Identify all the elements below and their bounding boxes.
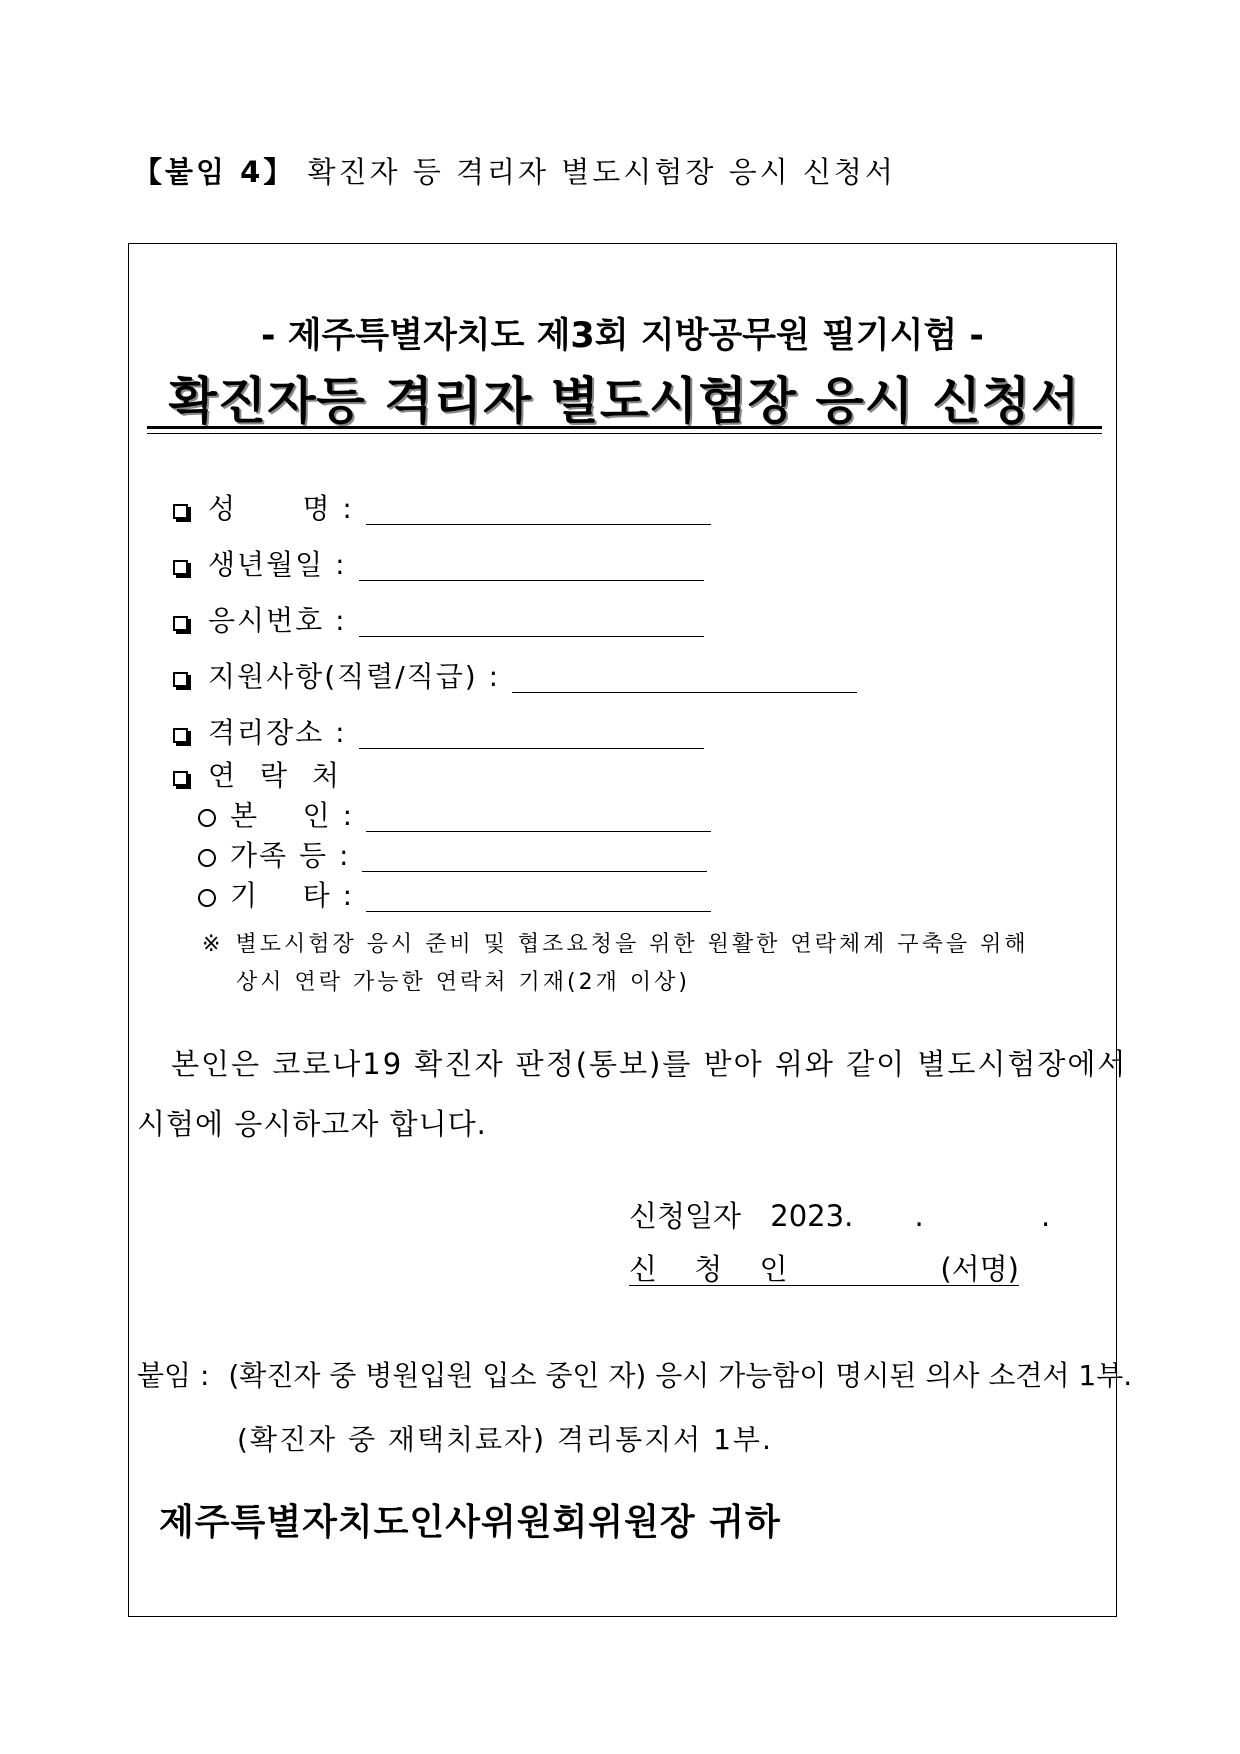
exam-number-input-line[interactable]: [359, 606, 704, 637]
checkbox-square-icon: [173, 672, 188, 687]
title-underline-thick: [147, 426, 1102, 429]
field-name: [173, 487, 711, 527]
field-exam-number-label: 응시번호 :: [208, 604, 347, 637]
checkbox-square-icon: [173, 504, 188, 519]
checkbox-square-icon: [173, 771, 188, 786]
contact-note: [202, 926, 1029, 1002]
field-applied-position-label: 지원사항(직렬/직급) :: [208, 660, 501, 693]
quarantine-location-input-line[interactable]: [359, 718, 704, 749]
addressee: 제주특별자치도인사위원회위원장 귀하: [159, 1502, 781, 1543]
contact-self: [198, 794, 711, 834]
attachment-title: 확진자 등 격리자 별도시험장 응시 신청서: [307, 155, 896, 189]
application-date: [629, 1194, 1104, 1235]
note-line-2: 상시 연락 가능한 연락처 기재(2개 이상): [236, 970, 690, 995]
contact-other-input-line[interactable]: [366, 881, 711, 912]
attachment-item-2: (확진자 중 재택치료자) 격리통지서 1부.: [237, 1423, 773, 1456]
attachment-header: [133, 150, 896, 191]
field-contact-label: 연 락 처: [208, 759, 347, 792]
application-date-label: 신청일자: [629, 1199, 742, 1233]
declaration-line-1: 본인은 코로나19 확진자 판정(통보)를 받아 위와 같이 별도시험장에서: [171, 1047, 1128, 1081]
applied-position-input-line[interactable]: [512, 662, 857, 693]
application-date-year: 2023.: [770, 1199, 854, 1233]
checkbox-square-icon: [173, 560, 188, 575]
attachments-label: 붙임 :: [137, 1359, 210, 1392]
circle-bullet-icon: [198, 889, 216, 907]
signature-label: (서명): [940, 1252, 1019, 1286]
application-form: [128, 243, 1133, 1617]
birthdate-input-line[interactable]: [359, 550, 704, 581]
contact-other: [198, 874, 711, 914]
contact-self-input-line[interactable]: [366, 801, 711, 832]
attachments: [137, 1344, 1132, 1472]
checkbox-square-icon: [173, 616, 188, 631]
contact-self-label: 본 인 :: [230, 799, 355, 832]
contact-family-input-line[interactable]: [362, 841, 707, 872]
note-line-1: 별도시험장 응시 준비 및 협조요청을 위한 원활한 연락체계 구축을 위해: [235, 932, 1029, 957]
circle-bullet-icon: [198, 809, 216, 827]
circle-bullet-icon: [198, 849, 216, 867]
contact-family: [198, 834, 707, 874]
field-birthdate: [173, 543, 704, 583]
contact-family-label: 가족 등 :: [230, 839, 351, 872]
attachment-label: 【붙임 4】: [133, 155, 296, 189]
field-applied-position: [173, 655, 857, 695]
contact-other-label: 기 타 :: [230, 879, 355, 912]
attachment-item-1: (확진자 중 병원입원 입소 중인 자) 응시 가능함이 명시된 의사 소견서 1부.: [228, 1359, 1133, 1392]
title-underline-thin: [147, 433, 1102, 434]
form-subtitle: - 제주특별자치도 제3회 지방공무원 필기시험 -: [261, 316, 984, 356]
application-date-dots: . .: [914, 1199, 1105, 1233]
field-name-label: 성 명 :: [208, 492, 354, 525]
declaration-line-2: 시험에 응시하고자 합니다.: [137, 1107, 487, 1141]
reference-mark-icon: ※: [202, 932, 224, 957]
applicant-signature-line[interactable]: [629, 1247, 1019, 1286]
field-contact: [173, 754, 347, 794]
applicant-label: 신 청 인: [629, 1252, 802, 1286]
checkbox-square-icon: [173, 728, 188, 743]
declaration-text: [137, 1034, 1128, 1154]
field-birthdate-label: 생년월일 :: [208, 548, 347, 581]
field-quarantine-location-label: 격리장소 :: [208, 716, 347, 749]
field-quarantine-location: [173, 711, 704, 751]
field-exam-number: [173, 599, 704, 639]
form-title: 확진자등 격리자 별도시험장 응시 신청서: [168, 372, 1081, 430]
name-input-line[interactable]: [366, 494, 711, 525]
